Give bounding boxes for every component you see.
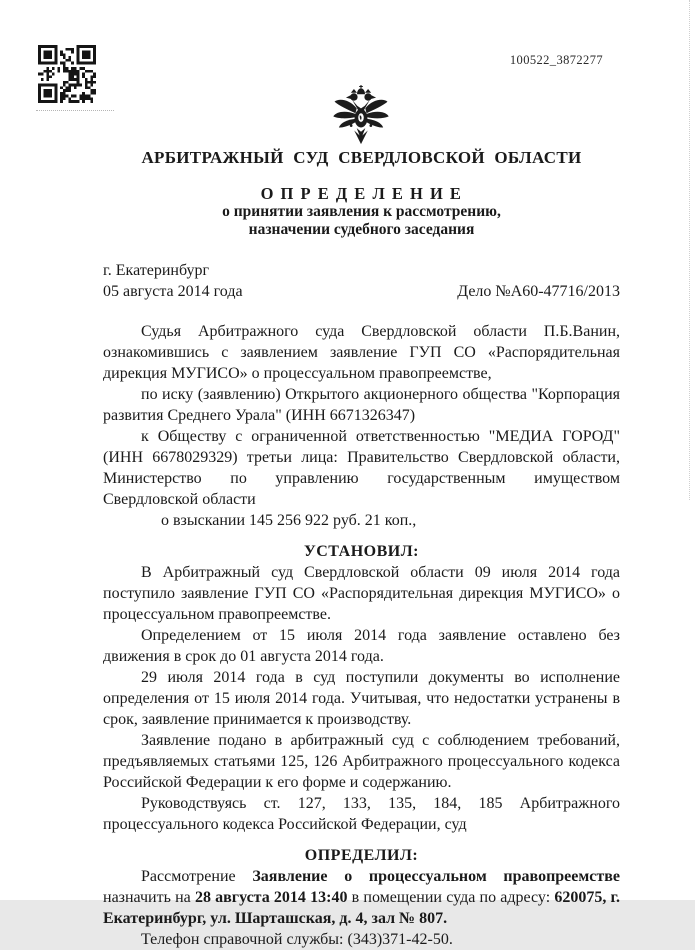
paragraph: о взыскании 145 256 922 руб. 21 коп., xyxy=(161,512,417,529)
city-line: г. Екатеринбург xyxy=(103,262,210,279)
paragraph: Руководствуясь ст. 127, 133, 135, 184, 185 Арбитражного процессуального кодекса Российской Федерации, суд xyxy=(103,795,620,833)
ustanovil-heading: УСТАНОВИЛ: xyxy=(304,543,419,560)
date-line: 05 августа 2014 года xyxy=(103,283,243,300)
paragraph: по иску (заявлению) Открытого акционерного общества "Корпорация развития Среднего Урала" (ИНН 6671326347) xyxy=(103,386,620,424)
document-subtitle-line1: о принятии заявления к рассмотрению, xyxy=(222,203,501,220)
opredelil-paragraphs xyxy=(103,866,620,950)
case-number: Дело №А60-47716/2013 xyxy=(457,283,620,300)
paragraph: к Обществу с ограниченной ответственностью "МЕДИА ГОРОД" (ИНН 6678029329) третьи лица: Правительство Свердловской области, Министерство по управлению государственным имуществом Свердловской области xyxy=(103,428,620,508)
document-body xyxy=(103,0,620,950)
scan-artifact-line xyxy=(689,0,690,500)
intro-paragraphs xyxy=(103,321,620,531)
paragraph: Судья Арбитражного суда Свердловской области П.Б.Ванин, ознакомившись с заявлением заявление ГУП СО «Распорядительная дирекция МУГИСО» о процессуальном правопреемстве, xyxy=(103,323,620,382)
document-id: 100522_3872277 xyxy=(509,53,603,67)
paragraph: Рассмотрение Заявление о процессуальном правопреемстве назначить на 28 августа 2014 13:40 в помещении суда по адресу: 620075, г. Екатеринбург, ул. Шарташская, д. 4, зал № 807. xyxy=(103,868,620,927)
court-name-heading: АРБИТРАЖНЫЙ СУД СВЕРДЛОВСКОЙ ОБЛАСТИ xyxy=(141,148,582,167)
document-subtitle-line2: назначении судебного заседания xyxy=(248,221,475,238)
paragraph: В Арбитражный суд Свердловской области 09 июля 2014 года поступило заявление ГУП СО «Распорядительная дирекция МУГИСО» о процессуальном правопреемстве. xyxy=(103,564,620,623)
paragraph: 29 июля 2014 года в суд поступили документы во исполнение определения от 15 июля 2014 года. Учитывая, что недостатки устранены в срок, заявление принимается к производству. xyxy=(103,669,620,728)
document-type-heading: О П Р Е Д Е Л Е Н И Е xyxy=(260,184,463,203)
paragraph: Заявление подано в арбитражный суд с соблюдением требований, предъявляемых статьями 125, 126 Арбитражного процессуального кодекса Российской Федерации к его форме и содержанию. xyxy=(103,732,620,791)
ustanovil-paragraphs xyxy=(103,562,620,835)
paragraph: Телефон справочной службы: (343)371-42-50. xyxy=(141,931,453,948)
paragraph: Определением от 15 июля 2014 года заявление оставлено без движения в срок до 01 августа 2014 года. xyxy=(103,627,620,665)
opredelil-heading: ОПРЕДЕЛИЛ: xyxy=(304,847,419,864)
